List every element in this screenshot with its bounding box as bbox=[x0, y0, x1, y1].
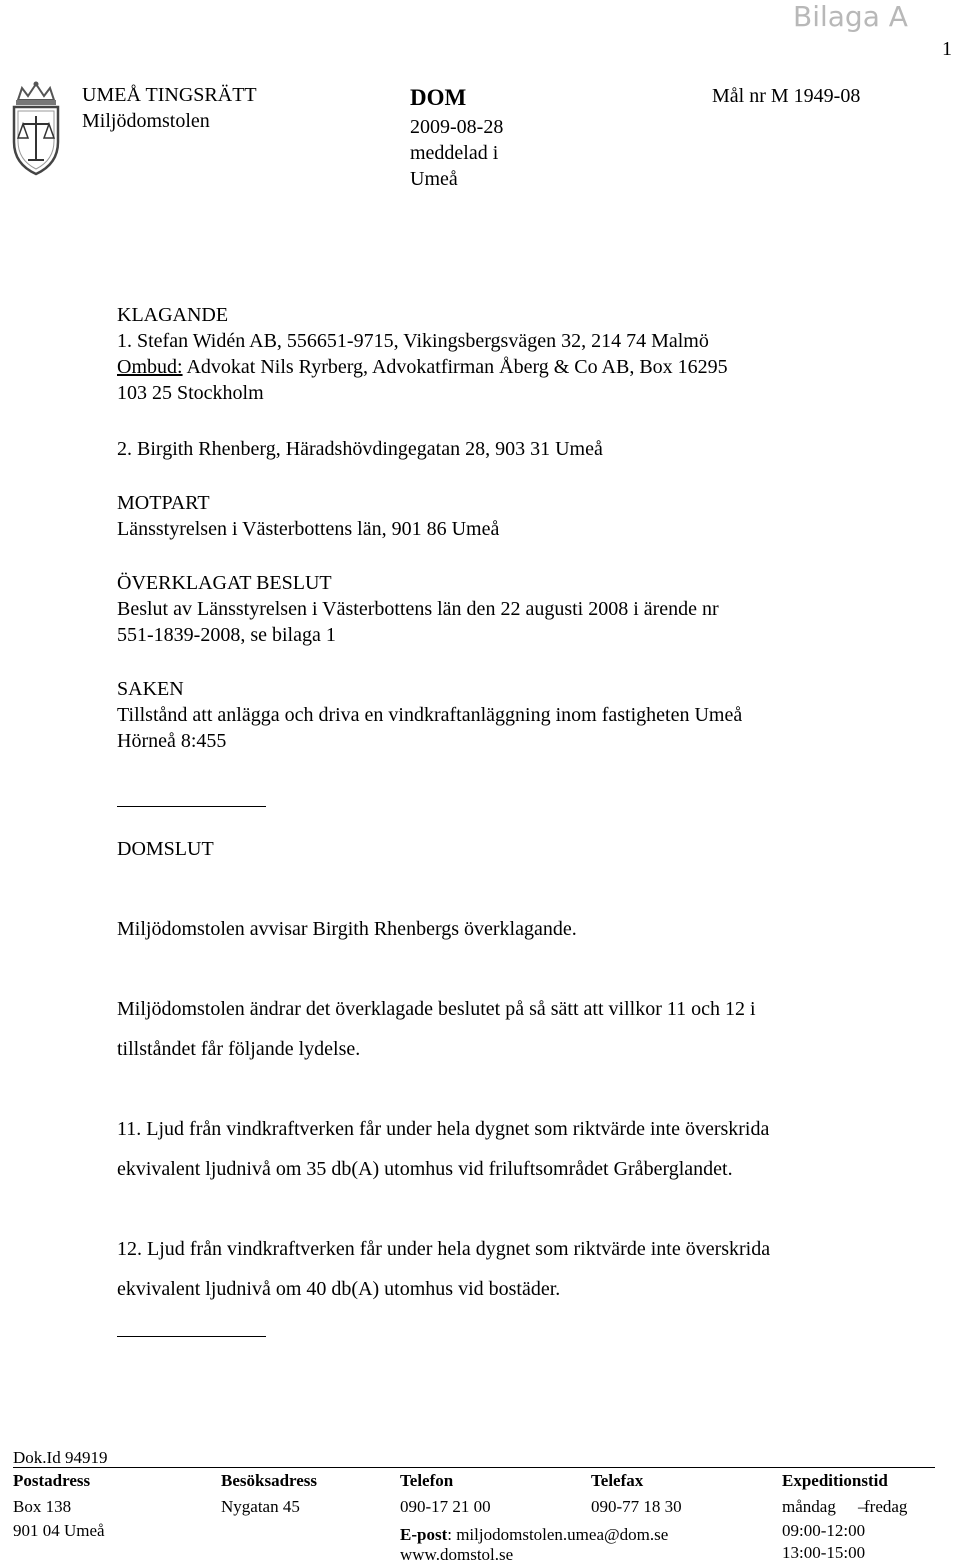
court-department: Miljödomstolen bbox=[82, 110, 210, 132]
beslut-line-2: 551-1839-2008, se bilaga 1 bbox=[117, 624, 336, 646]
footer-header-telefon: Telefon bbox=[400, 1471, 454, 1490]
footer-exp-dash: – bbox=[858, 1497, 867, 1516]
footer-telefax: 090-77 18 30 bbox=[591, 1497, 682, 1516]
beslut-heading: ÖVERKLAGAT BESLUT bbox=[117, 572, 332, 594]
motpart-heading: MOTPART bbox=[117, 492, 210, 514]
issued-line-1: meddelad i bbox=[410, 142, 499, 164]
footer-header-postadress: Postadress bbox=[13, 1471, 91, 1490]
footer-telefon: 090-17 21 00 bbox=[400, 1497, 491, 1516]
footer-besoksadress: Nygatan 45 bbox=[221, 1497, 300, 1516]
section-divider-1 bbox=[117, 806, 266, 807]
watermark-bilaga: Bilaga A bbox=[793, 0, 908, 33]
saken-heading: SAKEN bbox=[117, 678, 184, 700]
footer-postadress-1: Box 138 bbox=[13, 1497, 72, 1516]
beslut-line-1: Beslut av Länsstyrelsen i Västerbottens län den 22 augusti 2008 i ärende nr bbox=[117, 598, 719, 620]
villkor-12-line-1: 12. Ljud från vindkraftverken får under hela dygnet som riktvärde inte överskrida bbox=[117, 1238, 771, 1260]
villkor-12-line-2: ekvivalent ljudnivå om 40 db(A) utomhus vid bostäder. bbox=[117, 1278, 561, 1300]
document-id: Dok.Id 94919 bbox=[13, 1448, 108, 1467]
footer-rule bbox=[13, 1467, 935, 1468]
villkor-11-line-1: 11. Ljud från vindkraftverken får under hela dygnet som riktvärde inte överskrida bbox=[117, 1118, 770, 1140]
klagande-item-1: 1. Stefan Widén AB, 556651-9715, Vikingsbergsvägen 32, 214 74 Malmö bbox=[117, 330, 709, 352]
case-number: Mål nr M 1949-08 bbox=[712, 85, 861, 107]
document-date: 2009-08-28 bbox=[410, 116, 504, 138]
footer-exp-time-1: 09:00-12:00 bbox=[782, 1521, 866, 1540]
footer-website[interactable]: www.domstol.se bbox=[400, 1545, 514, 1564]
footer-header-telefax: Telefax bbox=[591, 1471, 644, 1490]
court-seal-logo bbox=[6, 80, 66, 178]
footer-epost-address[interactable]: : miljodomstolen.umea@dom.se bbox=[447, 1525, 669, 1544]
footer-epost bbox=[400, 1524, 668, 1546]
motpart-text: Länsstyrelsen i Västerbottens län, 901 86 Umeå bbox=[117, 518, 500, 540]
footer-exp-day-to: fredag bbox=[864, 1497, 908, 1516]
footer-header-besoksadress: Besöksadress bbox=[221, 1471, 318, 1490]
ombud-line bbox=[117, 354, 728, 380]
issued-line-2: Umeå bbox=[410, 168, 458, 190]
footer-exp-time-2: 13:00-15:00 bbox=[782, 1543, 866, 1562]
footer-exp-day-from: måndag bbox=[782, 1497, 836, 1516]
section-divider-2 bbox=[117, 1336, 266, 1337]
footer-exp-days bbox=[782, 1496, 912, 1518]
footer-epost-label: E-post bbox=[400, 1525, 448, 1544]
footer-header-expeditionstid: Expeditionstid bbox=[782, 1471, 888, 1490]
villkor-11-line-2: ekvivalent ljudnivå om 35 db(A) utomhus vid friluftsområdet Gråberglandet. bbox=[117, 1158, 733, 1180]
saken-line-1: Tillstånd att anlägga och driva en vindkraftanläggning inom fastigheten Umeå bbox=[117, 704, 743, 726]
document-type: DOM bbox=[410, 85, 467, 110]
saken-line-2: Hörneå 8:455 bbox=[117, 730, 227, 752]
page-number: 1 bbox=[942, 38, 952, 60]
domslut-paragraph-2-line-2: tillståndet får följande lydelse. bbox=[117, 1038, 361, 1060]
ombud-line-2: 103 25 Stockholm bbox=[117, 382, 264, 404]
domslut-paragraph-1: Miljödomstolen avvisar Birgith Rhenbergs överklagande. bbox=[117, 918, 577, 940]
klagande-heading: KLAGANDE bbox=[117, 304, 229, 326]
footer-postadress-2: 901 04 Umeå bbox=[13, 1521, 105, 1540]
court-name: UMEÅ TINGSRÄTT bbox=[82, 84, 257, 106]
ombud-label: Ombud: bbox=[117, 356, 183, 378]
klagande-item-2: 2. Birgith Rhenberg, Häradshövdingegatan 28, 903 31 Umeå bbox=[117, 438, 603, 460]
domslut-heading: DOMSLUT bbox=[117, 838, 214, 860]
domslut-paragraph-2-line-1: Miljödomstolen ändrar det överklagade beslutet på så sätt att villkor 11 och 12 i bbox=[117, 998, 756, 1020]
ombud-text: Advokat Nils Ryrberg, Advokatfirman Åberg & Co AB, Box 16295 bbox=[182, 356, 728, 378]
